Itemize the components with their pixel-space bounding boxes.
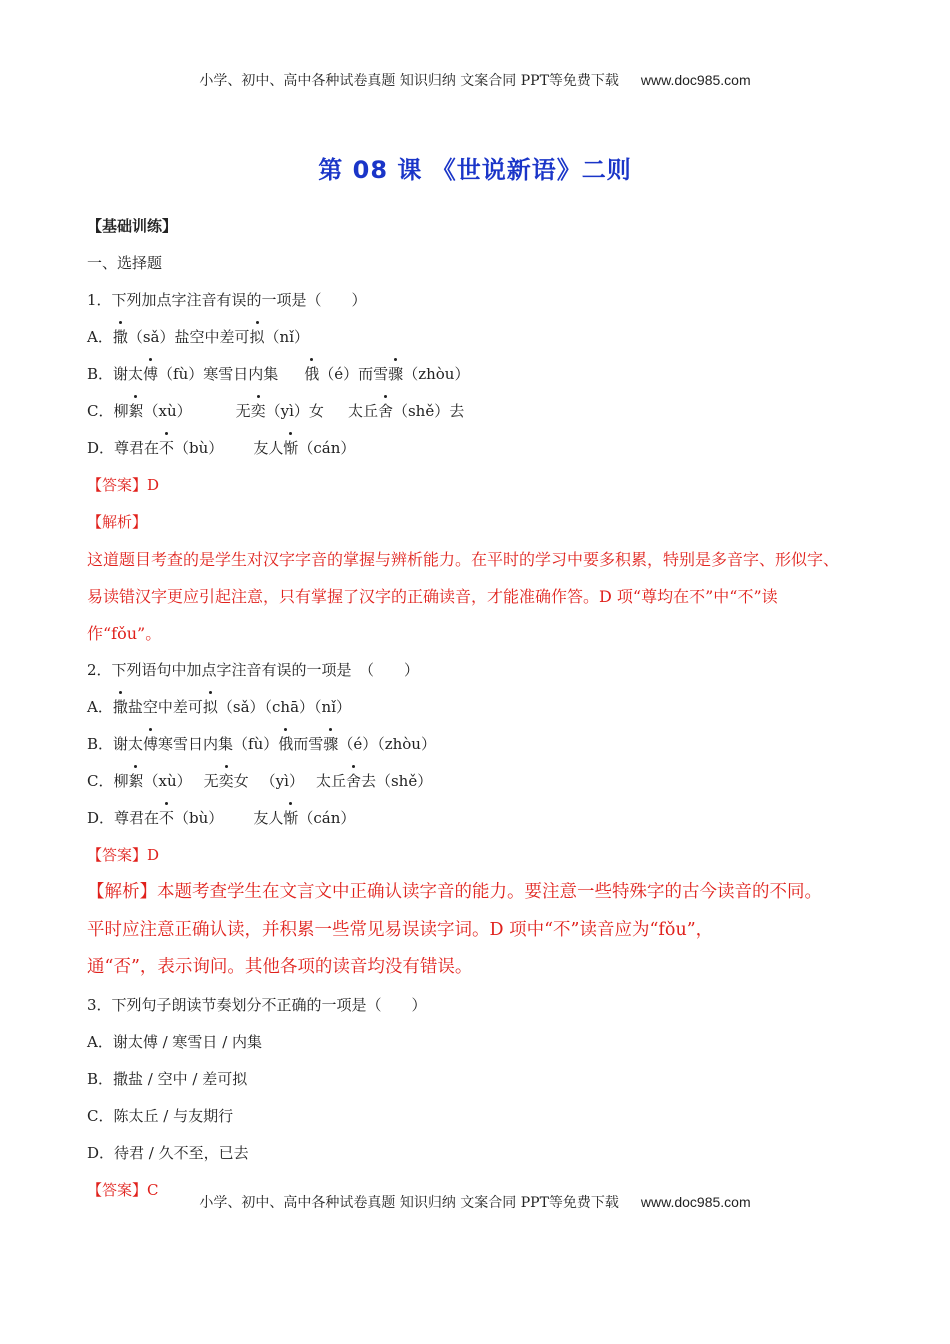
q1-option-c: C．柳絮（xù） 无奕（yì）女 太丘舍（shě）去 bbox=[87, 393, 877, 430]
page-header bbox=[0, 70, 950, 90]
section-heading: 【基础训练】 bbox=[87, 217, 178, 235]
q1-analysis-line: 易读错汉字更应引起注意，只有掌握了汉字的正确读音，才能准确作答。D 项“尊均在不”中“不”读 bbox=[87, 587, 778, 606]
q2-analysis: 【解析】本题考查学生在文言文中正确认读字音的能力。要注意一些特殊字的古今读音的不同。 bbox=[87, 882, 822, 902]
q1-answer: 【答案】D bbox=[87, 476, 160, 494]
dotted-char: 骤 bbox=[323, 726, 338, 763]
q2-analysis-label: 【解析】 bbox=[87, 882, 157, 902]
q1-analysis-line: 这道题目考查的是学生对汉字字音的掌握与辨析能力。在平时的学习中要多积累，特别是多音字、形似字、 bbox=[87, 550, 840, 569]
dotted-char: 拟 bbox=[203, 689, 218, 726]
q1-option-b: B．谢太傅（fù）寒雪日内集 俄（é）而雪骤（zhòu） bbox=[87, 356, 877, 393]
dotted-char: 奕 bbox=[251, 393, 266, 430]
dotted-char: 不 bbox=[159, 430, 174, 467]
q2-option-d: D．尊君在不（bù） 友人惭（cán） bbox=[87, 800, 877, 837]
dotted-char: 奕 bbox=[219, 763, 234, 800]
dotted-char: 拟 bbox=[250, 319, 265, 356]
q3-option-b: B．撒盐 / 空中 / 差可拟 bbox=[87, 1069, 248, 1088]
footer-site-link[interactable]: www.doc985.com bbox=[640, 1194, 751, 1210]
dotted-char: 撒 bbox=[113, 319, 128, 356]
q1-analysis-label: 【解析】 bbox=[87, 513, 148, 531]
dotted-char: 骤 bbox=[388, 356, 403, 393]
q3-stem: 3．下列句子朗读节奏划分不正确的一项是（ ） bbox=[87, 995, 427, 1014]
q1-option-d: D．尊君在不（bù） 友人惭（cán） bbox=[87, 430, 877, 467]
q3-option-d: D．待君 / 久不至，已去 bbox=[87, 1143, 249, 1162]
dotted-char: 傅 bbox=[143, 356, 158, 393]
document-body bbox=[87, 208, 877, 1209]
lesson-title: 第 08 课 《世说新语》二则 bbox=[318, 156, 632, 184]
q3-option-a: A．谢太傅 / 寒雪日 / 内集 bbox=[87, 1032, 263, 1051]
q2-analysis-line: 通“否”，表示询问。其他各项的读音均没有错误。 bbox=[87, 957, 473, 977]
dotted-char: 惭 bbox=[283, 800, 298, 837]
dotted-char: 不 bbox=[159, 800, 174, 837]
dotted-char: 撒 bbox=[113, 689, 128, 726]
dotted-char: 絮 bbox=[128, 393, 143, 430]
dotted-char: 絮 bbox=[128, 763, 143, 800]
dotted-char: 舍 bbox=[346, 763, 361, 800]
q2-option-b: B．谢太傅寒雪日内集（fù）俄而雪骤（é）（zhòu） bbox=[87, 726, 877, 763]
header-text: 小学、初中、高中各种试卷真题 知识归纳 文案合同 PPT等免费下载 bbox=[199, 73, 619, 89]
part-heading: 一、选择题 bbox=[87, 254, 163, 272]
q2-option-a: A．撒盐空中差可拟（sǎ）（chā）（nǐ） bbox=[87, 689, 877, 726]
dotted-char: 俄 bbox=[278, 726, 293, 763]
page-footer bbox=[0, 1192, 950, 1212]
q3-option-c: C．陈太丘 / 与友期行 bbox=[87, 1106, 234, 1125]
q1-option-a: A．撒（sǎ）盐空中差可拟（nǐ） bbox=[87, 319, 877, 356]
q1-stem: 1．下列加点字注音有误的一项是（ ） bbox=[87, 291, 367, 309]
dotted-char: 傅 bbox=[143, 726, 158, 763]
q3-answer: 【答案】C bbox=[87, 1180, 159, 1199]
q2-analysis-line: 平时应注意正确认读，并积累一些常见易误读字词。D 项中“不”读音应为“fǒu”， bbox=[87, 919, 714, 940]
q2-answer: 【答案】D bbox=[87, 846, 160, 864]
q2-option-c: C．柳絮（xù） 无奕女 （yì） 太丘舍去（shě） bbox=[87, 763, 877, 800]
q2-stem: 2．下列语句中加点字注音有误的一项是 （ ） bbox=[87, 661, 420, 679]
dotted-char: 惭 bbox=[283, 430, 298, 467]
dotted-char: 俄 bbox=[304, 356, 319, 393]
dotted-char: 舍 bbox=[378, 393, 393, 430]
header-site-link[interactable]: www.doc985.com bbox=[640, 72, 751, 88]
footer-text: 小学、初中、高中各种试卷真题 知识归纳 文案合同 PPT等免费下载 bbox=[199, 1195, 619, 1211]
q1-analysis-line: 作“fǒu”。 bbox=[87, 624, 162, 643]
